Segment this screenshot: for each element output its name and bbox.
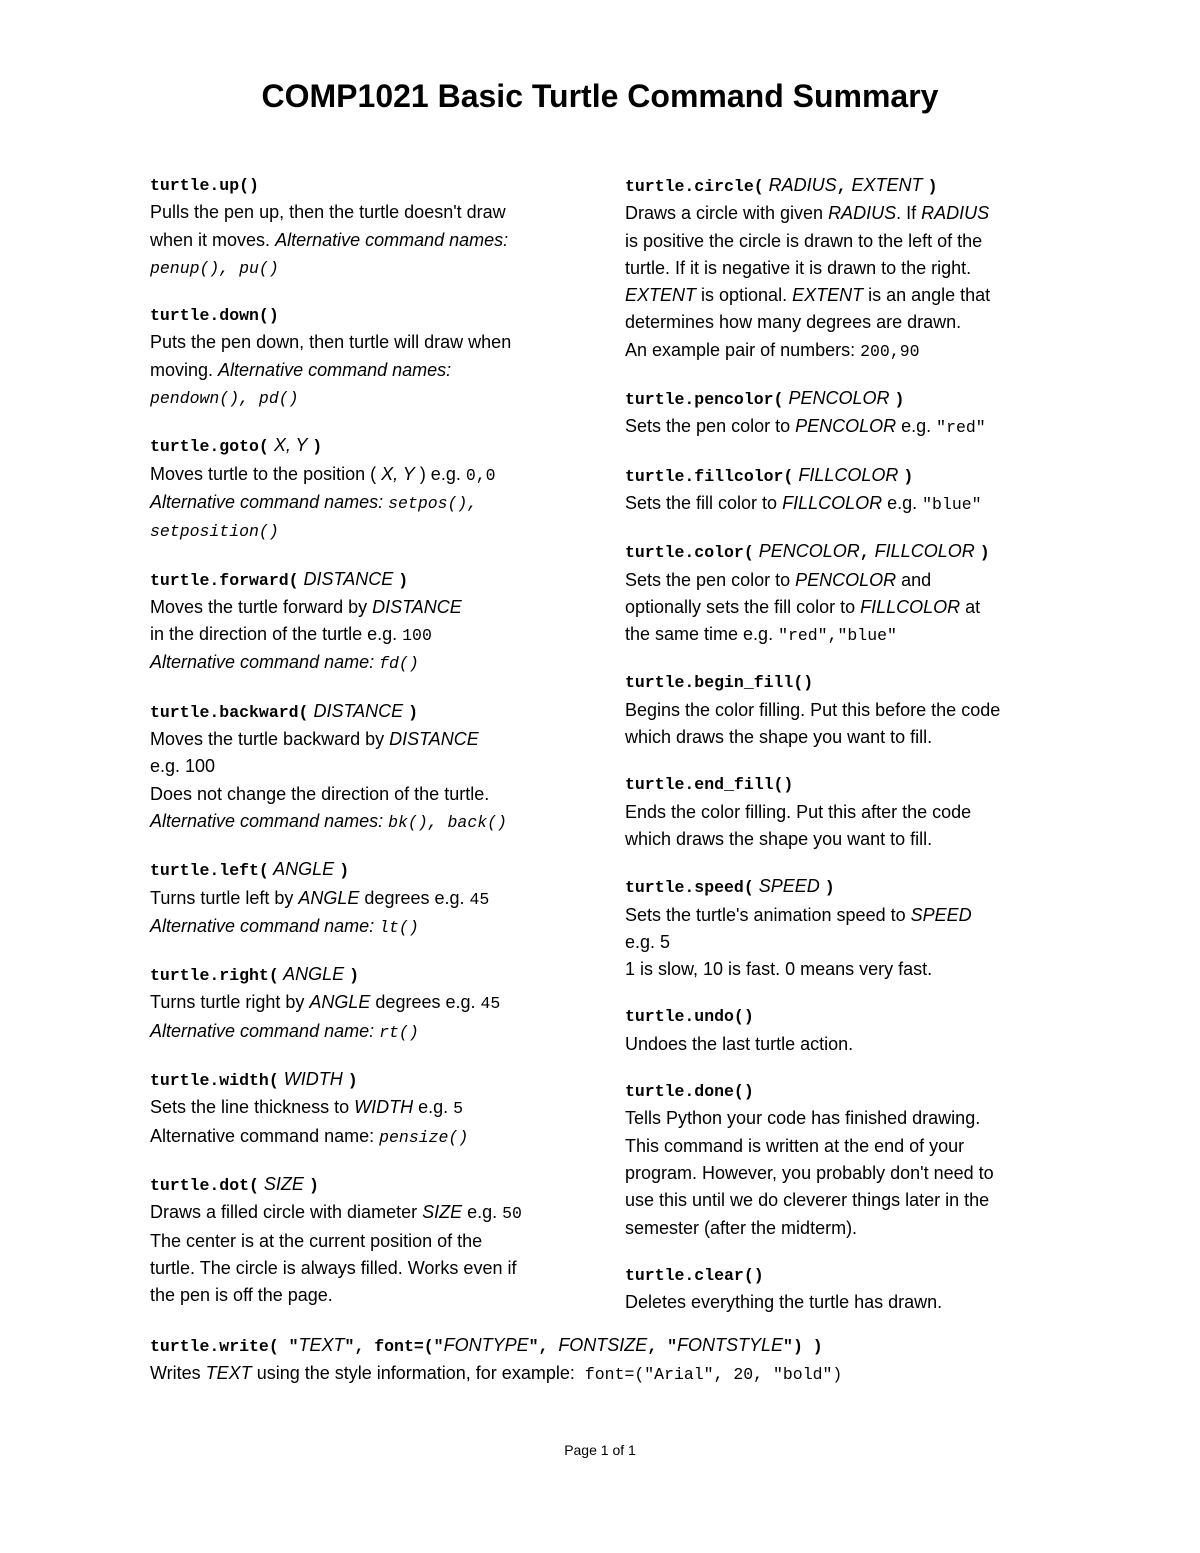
command-signature: [150, 698, 600, 726]
command-description: the pen is off the page.: [150, 1285, 333, 1306]
description-text: Draws a filled circle with diameter: [150, 1202, 423, 1223]
command-description: The center is at the current position of the: [150, 1230, 483, 1251]
description-text: e.g.: [882, 492, 923, 513]
command-right: [150, 961, 600, 1046]
command-signature: turtle.clear(): [625, 1265, 764, 1285]
signature-args: FILLCOLOR: [869, 541, 980, 562]
command-goto: [150, 432, 600, 545]
signature-comma: ,: [859, 543, 870, 563]
description-text: Sets the pen color to: [625, 569, 796, 590]
signature-part: ",: [528, 1337, 559, 1356]
command-signature: [625, 172, 1075, 200]
signature-name: turtle.left(: [150, 861, 269, 881]
example-value: "red","blue": [778, 626, 897, 646]
right-column: [625, 172, 1075, 1336]
command-signature: [625, 385, 1075, 413]
signature-close: ): [398, 570, 409, 590]
description-text: e.g.: [625, 931, 661, 952]
command-description: Tells Python your code has finished drawing.: [625, 1108, 981, 1129]
alt-names-label: Alternative command name:: [150, 1125, 380, 1146]
signature-close: ): [347, 1071, 358, 1091]
command-description: turtle. The circle is always filled. Works even if: [150, 1257, 517, 1278]
command-width: [150, 1066, 600, 1151]
signature-close: ") ): [783, 1337, 823, 1356]
example-value: 0,0: [465, 465, 496, 485]
description-text: Moves turtle to the position (: [150, 463, 382, 484]
signature-args: DISTANCE: [298, 568, 399, 589]
example-value: font=("Arial", 20, "bold"): [584, 1365, 843, 1385]
command-description: Deletes everything the turtle has drawn.: [625, 1292, 943, 1313]
description-text: Turns turtle right by: [150, 992, 310, 1013]
description-text: in the direction of the turtle e.g.: [150, 624, 403, 645]
command-pencolor: [625, 385, 1075, 442]
signature-args: DISTANCE: [308, 700, 409, 721]
signature-args: FONTSIZE: [558, 1335, 648, 1355]
signature-name: turtle.forward(: [150, 570, 299, 590]
signature-close: ): [339, 861, 350, 881]
description-text: Turns turtle left by: [150, 887, 299, 908]
description-text: e.g.: [462, 1202, 503, 1223]
command-color: [625, 538, 1075, 649]
command-signature: turtle.up(): [150, 176, 259, 195]
signature-args: X, Y: [268, 435, 313, 456]
signature-args: FONTSTYLE: [677, 1335, 784, 1355]
signature-args: PENCOLOR: [753, 541, 860, 562]
alt-names-code: fd(): [379, 654, 419, 674]
command-circle: [625, 172, 1075, 365]
example-value: 5: [453, 1099, 464, 1119]
command-signature: turtle.down(): [150, 306, 279, 326]
description-text: Sets the pen color to: [625, 416, 796, 437]
alt-names-label: Alternative command names:: [275, 229, 509, 250]
description-text: Draws a circle with given: [625, 203, 829, 224]
command-up: [150, 172, 600, 282]
param-ref: X, Y: [381, 463, 415, 484]
description-text: degrees e.g.: [370, 992, 481, 1013]
alt-names-code: lt(): [379, 917, 419, 937]
command-signature: turtle.begin_fill(): [625, 673, 814, 693]
description-text: using the style information, for example:: [251, 1363, 585, 1384]
command-done: [625, 1078, 1075, 1242]
description-text: Sets the line thickness to: [150, 1097, 355, 1118]
command-signature: [625, 538, 1075, 566]
example-value: 45: [469, 889, 490, 909]
command-signature: [625, 873, 1075, 901]
description-text: the same time e.g.: [625, 624, 779, 645]
description-text: e.g.: [150, 756, 186, 777]
command-begin-fill: [625, 669, 1075, 751]
signature-args: RADIUS: [763, 175, 837, 195]
param-ref: WIDTH: [354, 1097, 414, 1118]
command-signature: [150, 1171, 600, 1199]
description-text: ) e.g.: [414, 463, 466, 484]
description-text: is optional.: [696, 285, 793, 306]
alt-names-label: Alternative command names:: [150, 491, 389, 512]
example-value: 100: [185, 756, 216, 777]
description-text: at: [960, 596, 981, 617]
command-signature: [150, 1066, 600, 1094]
signature-close: ): [408, 702, 419, 722]
command-backward: [150, 698, 600, 836]
command-left: [150, 856, 600, 941]
param-ref: DISTANCE: [389, 729, 479, 750]
description-text: when it moves.: [150, 229, 276, 250]
command-description: which draws the shape you want to fill.: [625, 727, 933, 748]
signature-name: turtle.color(: [625, 543, 754, 563]
description-text: e.g.: [413, 1097, 454, 1118]
command-signature: turtle.end_fill(): [625, 775, 794, 795]
signature-args: EXTENT: [846, 175, 928, 195]
param-ref: FILLCOLOR: [782, 492, 883, 513]
example-value: 200,90: [860, 341, 920, 361]
page-title: COMP1021 Basic Turtle Command Summary: [261, 78, 939, 114]
alt-names-code: bk(), back(): [388, 812, 507, 832]
param-ref: ANGLE: [309, 992, 371, 1013]
command-description: turtle. If it is negative it is drawn to the right.: [625, 257, 972, 278]
command-signature: [150, 432, 600, 460]
command-description: Ends the color filling. Put this after the code: [625, 801, 972, 822]
command-signature: turtle.done(): [625, 1082, 754, 1102]
signature-close: ): [927, 177, 938, 196]
description-text: is an angle that: [863, 285, 991, 306]
signature-name: turtle.right(: [150, 966, 279, 986]
description-text: . If: [896, 203, 922, 224]
command-description: semester (after the midterm).: [625, 1217, 858, 1238]
example-value: 45: [480, 994, 501, 1014]
command-description: which draws the shape you want to fill.: [625, 828, 933, 849]
alt-names-label: Alternative command names:: [150, 810, 389, 831]
command-speed: [625, 873, 1075, 983]
command-signature: [150, 961, 600, 989]
param-ref: ANGLE: [298, 887, 360, 908]
description-text: Moves the turtle backward by: [150, 729, 390, 750]
param-ref: RADIUS: [828, 203, 897, 224]
signature-name: turtle.fillcolor(: [625, 466, 794, 486]
alt-names-label: Alternative command name:: [150, 915, 380, 936]
command-fillcolor: [625, 462, 1075, 519]
command-description: program. However, you probably don't need to: [625, 1162, 994, 1183]
param-ref: SPEED: [910, 904, 972, 925]
description-text: Writes: [150, 1363, 206, 1384]
command-description: use this until we do cleverer things later in the: [625, 1190, 990, 1211]
description-text: degrees e.g.: [359, 887, 470, 908]
signature-comma: ,: [836, 177, 847, 196]
command-signature: [150, 566, 600, 594]
signature-close: ): [349, 966, 359, 986]
param-ref: PENCOLOR: [795, 569, 897, 590]
description-text: Sets the turtle's animation speed to: [625, 904, 911, 925]
signature-name: turtle.width(: [150, 1071, 279, 1091]
signature-args: PENCOLOR: [783, 388, 895, 409]
param-ref: TEXT: [205, 1363, 252, 1384]
command-dot: [150, 1171, 600, 1309]
command-description: Does not change the direction of the turtle.: [150, 783, 490, 804]
signature-args: TEXT: [298, 1335, 345, 1355]
signature-args: SIZE: [258, 1173, 309, 1194]
command-description: Puts the pen down, then turtle will draw when: [150, 332, 512, 353]
signature-args: ANGLE: [278, 964, 350, 985]
description-text: optionally sets the fill color to: [625, 596, 861, 617]
alt-names-label: Alternative command name:: [150, 1020, 380, 1041]
command-clear: [625, 1262, 1075, 1317]
example-value: 100: [402, 626, 432, 646]
signature-name: turtle.write( ": [150, 1337, 299, 1356]
alt-names-label: Alternative command name:: [150, 652, 380, 673]
signature-part: ", font=(": [344, 1337, 444, 1356]
alt-names-code: rt(): [379, 1022, 419, 1042]
signature-close: ): [894, 390, 905, 410]
param-ref: EXTENT: [625, 285, 697, 306]
param-ref: DISTANCE: [372, 596, 462, 617]
command-undo: [625, 1003, 1075, 1058]
command-description: Undoes the last turtle action.: [625, 1033, 854, 1054]
description-text: moving.: [150, 359, 219, 380]
signature-close: ): [312, 437, 323, 457]
param-ref: EXTENT: [792, 285, 864, 306]
signature-close: ): [824, 878, 835, 898]
left-column: [150, 172, 600, 1329]
command-description: This command is written at the end of your: [625, 1135, 965, 1156]
alt-names-code: pendown(), pd(): [150, 389, 299, 409]
signature-name: turtle.goto(: [150, 437, 269, 457]
command-description: 1 is slow, 10 is fast. 0 means very fast.: [625, 959, 933, 980]
command-end-fill: [625, 771, 1075, 853]
alt-names-code: pensize(): [379, 1127, 469, 1147]
alt-names-code: setpos(),: [388, 493, 478, 513]
alt-names-label: Alternative command names:: [218, 359, 452, 380]
command-description: is positive the circle is drawn to the left of the: [625, 230, 983, 251]
param-ref: RADIUS: [921, 203, 990, 224]
alt-names-code: setposition(): [150, 522, 279, 542]
param-ref: SIZE: [422, 1202, 463, 1223]
description-text: Sets the fill color to: [625, 492, 783, 513]
description-text: Moves the turtle forward by: [150, 596, 373, 617]
command-signature: [150, 1332, 1100, 1360]
signature-name: turtle.dot(: [150, 1175, 259, 1195]
command-write: [150, 1332, 1100, 1389]
signature-part: , ": [647, 1337, 678, 1356]
param-ref: FILLCOLOR: [860, 596, 961, 617]
command-signature: [150, 856, 600, 884]
example-value: "blue": [922, 494, 982, 514]
command-description: Pulls the pen up, then the turtle doesn't draw: [150, 202, 506, 223]
example-value: "red": [936, 418, 986, 438]
example-value: 5: [660, 931, 671, 952]
description-text: An example pair of numbers:: [625, 339, 861, 360]
signature-args: FILLCOLOR: [793, 464, 904, 485]
example-value: 50: [502, 1204, 522, 1224]
command-forward: [150, 566, 600, 678]
command-signature: [625, 462, 1075, 490]
alt-names-code: penup(), pu(): [150, 258, 279, 278]
signature-name: turtle.speed(: [625, 878, 754, 898]
param-ref: PENCOLOR: [795, 416, 897, 437]
signature-args: WIDTH: [278, 1069, 348, 1090]
signature-close: ): [979, 543, 990, 563]
page-footer: Page 1 of 1: [564, 1442, 636, 1458]
command-signature: turtle.undo(): [625, 1007, 754, 1027]
signature-name: turtle.pencolor(: [625, 390, 784, 410]
signature-close: ): [903, 466, 914, 486]
command-description: determines how many degrees are drawn.: [625, 312, 962, 333]
signature-args: SPEED: [753, 876, 825, 897]
command-description: Begins the color filling. Put this before the code: [625, 699, 1001, 720]
signature-args: ANGLE: [268, 859, 340, 880]
signature-name: turtle.backward(: [150, 702, 309, 722]
description-text: e.g.: [896, 416, 937, 437]
command-down: [150, 302, 600, 412]
signature-close: ): [308, 1175, 319, 1195]
description-text: and: [896, 569, 932, 590]
signature-args: FONTYPE: [443, 1335, 529, 1355]
signature-name: turtle.circle(: [625, 177, 764, 196]
